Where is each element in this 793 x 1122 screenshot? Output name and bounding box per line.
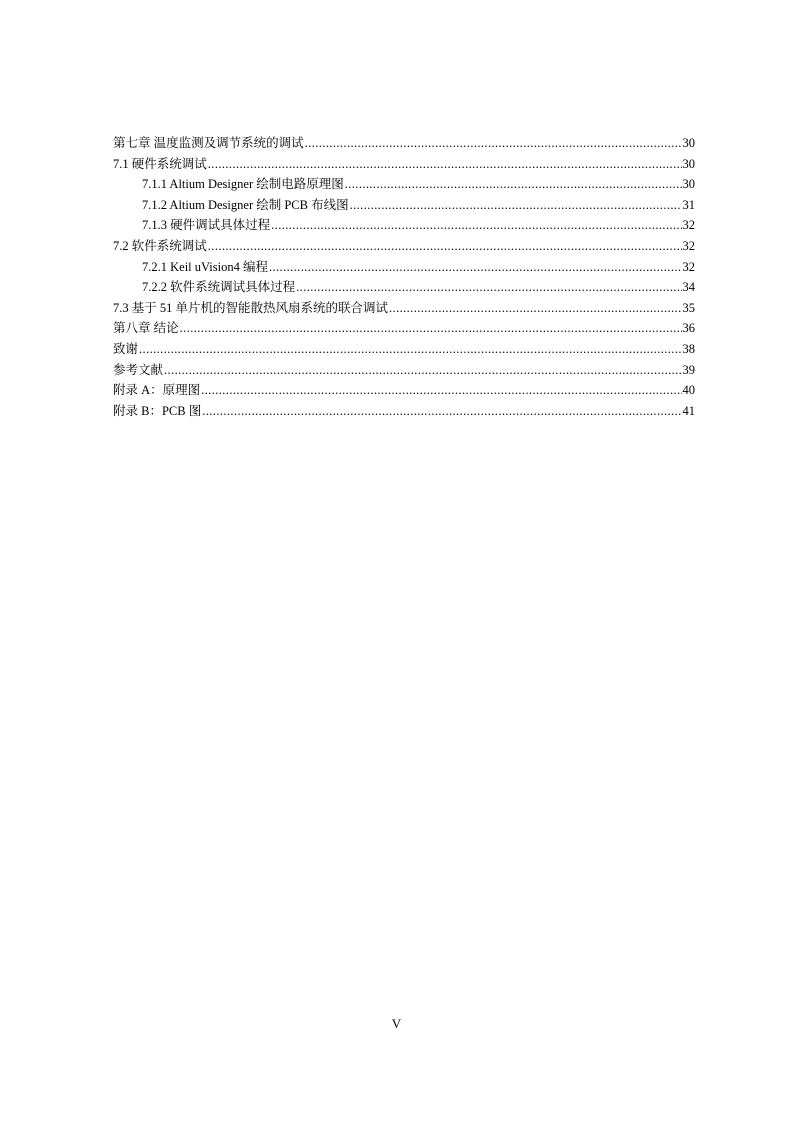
toc-entry-page: 32 xyxy=(682,259,695,274)
toc-entry-page: 32 xyxy=(682,218,695,233)
toc-entry-title: 附录 B：PCB 图 xyxy=(113,403,202,418)
toc-entry-title: 参考文献 xyxy=(113,362,164,377)
toc-entry[interactable] xyxy=(113,257,695,278)
toc-entry-page: 35 xyxy=(682,300,695,315)
toc-entry-page: 34 xyxy=(682,280,695,295)
toc-entry-title: 7.1.2 Altium Designer 绘制 PCB 布线图 xyxy=(142,197,349,212)
toc-entry[interactable] xyxy=(113,298,695,319)
toc-entry[interactable] xyxy=(113,215,695,236)
toc-entry-page: 30 xyxy=(682,156,695,171)
toc-entry-title: 附录 A：原理图 xyxy=(113,383,201,398)
toc-leader-dots xyxy=(208,236,682,257)
toc-entry-page: 36 xyxy=(682,321,695,336)
toc-entry-page: 38 xyxy=(682,341,695,356)
toc-entry-title: 第八章 结论 xyxy=(113,321,179,336)
toc-entry-page: 30 xyxy=(682,136,695,150)
toc-leader-dots xyxy=(296,277,681,298)
toc-entry[interactable] xyxy=(113,360,695,381)
toc-entry[interactable] xyxy=(113,236,695,257)
toc-leader-dots xyxy=(139,339,681,360)
toc-leader-dots xyxy=(389,298,681,319)
toc-entry-page: 40 xyxy=(682,383,695,398)
toc-leader-dots xyxy=(305,133,682,154)
toc-leader-dots xyxy=(269,257,682,278)
toc-entry-title: 7.2 软件系统调试 xyxy=(113,238,207,253)
toc-entry[interactable] xyxy=(113,277,695,298)
toc-entry-page: 30 xyxy=(682,177,695,192)
toc-leader-dots xyxy=(271,215,681,236)
toc-leader-dots xyxy=(201,380,681,401)
toc-entry-title: 7.2.1 Keil uVision4 编程 xyxy=(142,259,268,274)
toc-entry-page: 32 xyxy=(682,238,695,253)
toc-entry[interactable] xyxy=(113,154,695,175)
toc-leader-dots xyxy=(202,401,681,422)
toc-entry-title: 7.2.2 软件系统调试具体过程 xyxy=(142,280,296,295)
toc-entry[interactable] xyxy=(113,195,695,216)
toc-leader-dots xyxy=(208,154,682,175)
toc-entry[interactable] xyxy=(113,318,695,339)
toc-entry[interactable] xyxy=(113,174,695,195)
toc-leader-dots xyxy=(180,318,682,339)
toc-leader-dots xyxy=(350,195,682,216)
table-of-contents xyxy=(113,133,695,421)
toc-entry[interactable] xyxy=(113,339,695,360)
page-number: V xyxy=(391,1016,402,1031)
toc-entry-title: 7.1 硬件系统调试 xyxy=(113,156,207,171)
toc-entry-title: 7.1.3 硬件调试具体过程 xyxy=(142,218,271,233)
toc-entry-page: 41 xyxy=(682,403,695,418)
toc-entry-title: 第七章 温度监测及调节系统的调试 xyxy=(113,136,304,150)
toc-entry-title: 7.1.1 Altium Designer 绘制电路原理图 xyxy=(142,177,344,192)
toc-entry-page: 39 xyxy=(682,362,695,377)
toc-entry[interactable] xyxy=(113,380,695,401)
toc-entry-title: 7.3 基于 51 单片机的智能散热风扇系统的联合调试 xyxy=(113,300,389,315)
toc-entry[interactable] xyxy=(113,401,695,422)
toc-leader-dots xyxy=(164,360,681,381)
toc-entry[interactable] xyxy=(113,133,695,154)
toc-leader-dots xyxy=(345,174,682,195)
toc-entry-page: 31 xyxy=(682,197,695,212)
toc-entry-title: 致谢 xyxy=(113,341,139,356)
